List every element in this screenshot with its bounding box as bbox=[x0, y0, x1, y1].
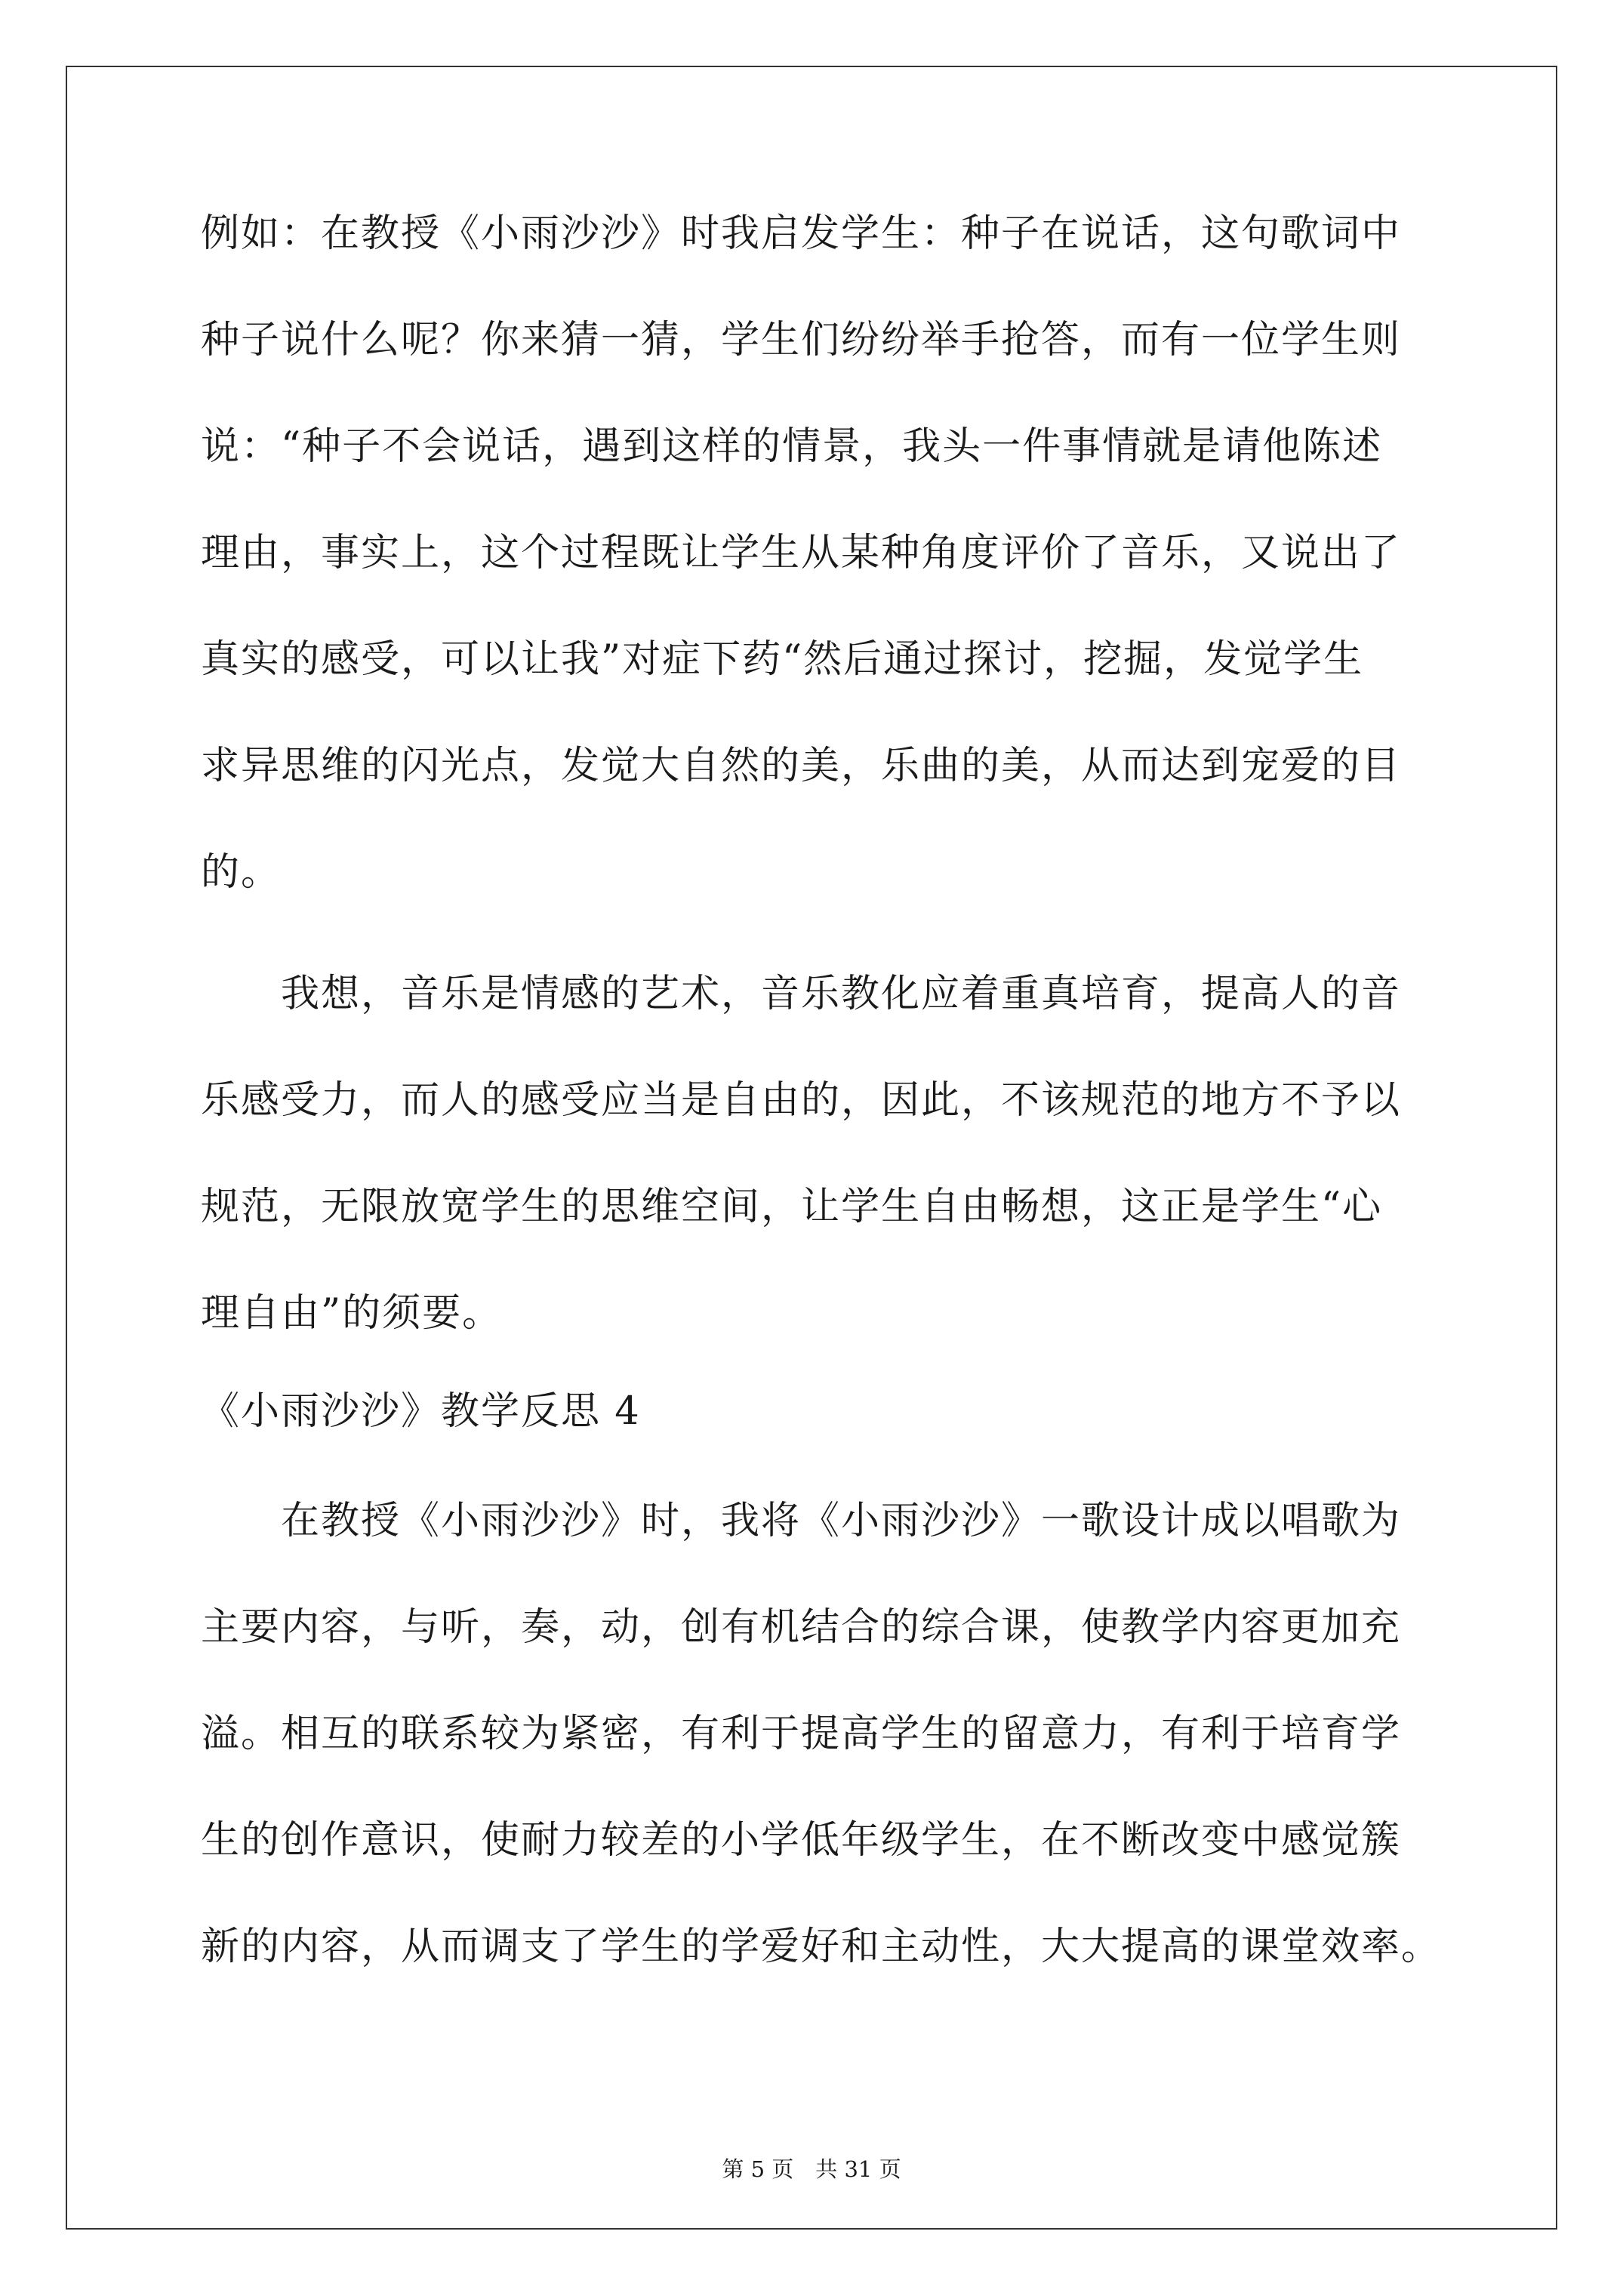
text-line: 理由，事实上，这个过程既让学生从某种角度评价了音乐，又说出了 bbox=[201, 531, 1402, 575]
text-line: 真实的感受，可以让我”对症下药“然后通过探讨，挖掘，发觉学生 bbox=[201, 637, 1364, 682]
page-border bbox=[66, 66, 1557, 2230]
text-line: 求异思维的闪光点，发觉大自然的美，乐曲的美，从而达到宠爱的目 bbox=[201, 744, 1402, 788]
paragraph-first-line: 我想，音乐是情感的艺术，音乐教化应着重真培育，提高人的音 bbox=[281, 972, 1402, 1016]
text-line: 例如：在教授《小雨沙沙》时我启发学生：种子在说话，这句歌词中 bbox=[201, 211, 1402, 256]
text-line: 理自由”的须要。 bbox=[201, 1291, 503, 1336]
text-line: 溢。相互的联系较为紧密，有利于提高学生的留意力，有利于培育学 bbox=[201, 1712, 1402, 1756]
text-line: 规范，无限放宽学生的思维空间，让学生自由畅想，这正是学生“心 bbox=[201, 1185, 1383, 1229]
text-line: 生的创作意识，使耐力较差的小学低年级学生，在不断改变中感觉簇 bbox=[201, 1818, 1402, 1863]
text-line: 种子说什么呢？你来猜一猜，学生们纷纷举手抢答，而有一位学生则 bbox=[201, 318, 1402, 362]
text-line: 新的内容，从而调支了学生的学爱好和主动性，大大提高的课堂效率。 bbox=[201, 1925, 1442, 1969]
text-line: 乐感受力，而人的感受应当是自由的，因此，不该规范的地方不予以 bbox=[201, 1078, 1402, 1123]
text-line: 主要内容，与听，奏，动，创有机结合的综合课，使教学内容更加充 bbox=[201, 1605, 1402, 1650]
paragraph-first-line: 在教授《小雨沙沙》时，我将《小雨沙沙》一歌设计成以唱歌为 bbox=[281, 1499, 1402, 1543]
page-footer: 第 5 页 共 31 页 bbox=[722, 2156, 901, 2182]
text-line: 说：“种子不会说话，遇到这样的情景，我头一件事情就是请他陈述 bbox=[201, 424, 1383, 469]
text-line: 的。 bbox=[201, 850, 282, 895]
section-heading: 《小雨沙沙》教学反思 4 bbox=[201, 1389, 641, 1434]
